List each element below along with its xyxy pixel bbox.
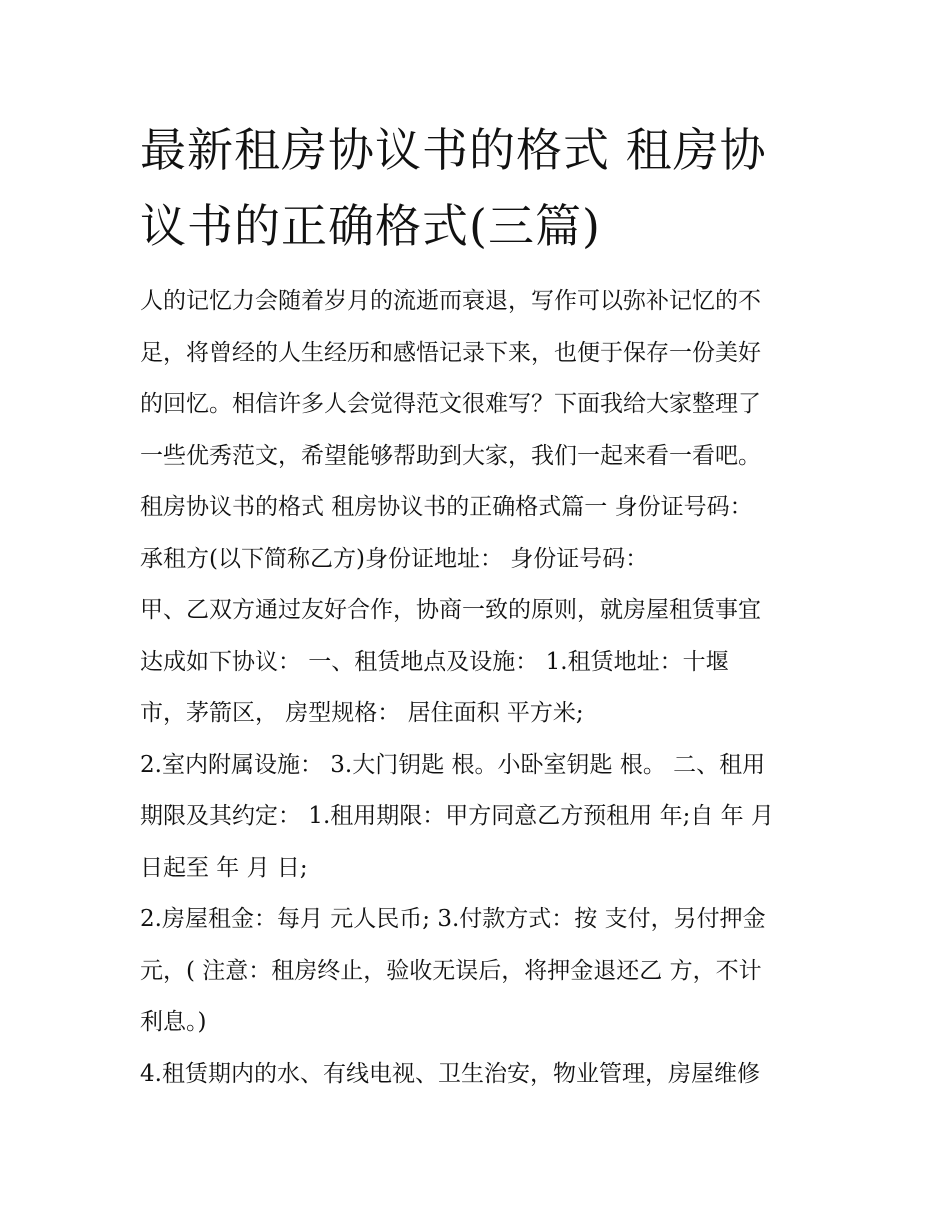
body-line-10: 2.室内附属设施： 3.大门钥匙 根。小卧室钥匙 根。 二、租用 <box>140 751 766 778</box>
body-line-1: 人的记忆力会随着岁月的流逝而衰退，写作可以弥补记忆的不 <box>140 288 761 314</box>
body-line-6: 承租方(以下简称乙方)身份证地址： 身份证号码： <box>140 545 649 572</box>
document-title <box>140 112 820 264</box>
body-line-2: 足，将曾经的人生经历和感悟记录下来，也便于保存一份美好 <box>140 339 761 366</box>
body-line-14: 元，( 注意：租房终止，验收无误后，将押金退还乙 方，不计 <box>140 957 762 984</box>
body-line-12: 日起至 年 月 日; <box>140 854 308 881</box>
body-line-9: 市，茅箭区， 房型规格： 居住面积 平方米; <box>140 700 584 726</box>
body-line-16: 4.租赁期内的水、有线电视、卫生治安，物业管理，房屋维修 <box>140 1060 760 1087</box>
body-line-3: 的回忆。相信许多人会觉得范文很难写？下面我给大家整理了 <box>140 391 761 417</box>
body-line-11: 期限及其约定： 1.租用期限：甲方同意乙方预租用 年;自 年 月 <box>140 803 774 829</box>
title-line-2: 议书的正确格式(三篇) <box>140 199 601 253</box>
title-line-1: 最新租房协议书的格式 租房协 <box>140 123 767 177</box>
body-line-13: 2.房屋租金：每月 元人民币; 3.付款方式：按 支付，另付押金 <box>140 906 766 932</box>
body-line-4: 一些优秀范文，希望能够帮助到大家，我们一起来看一看吧。 <box>140 442 761 469</box>
body-line-7: 甲、乙双方通过友好合作，协商一致的原则，就房屋租赁事宜 <box>140 597 761 623</box>
body-line-5: 租房协议书的格式 租房协议书的正确格式篇一 身份证号码： <box>140 494 753 520</box>
body-line-8: 达成如下协议： 一、租赁地点及设施： 1.租赁地址：十堰 <box>140 648 729 675</box>
body-line-15: 利息。) <box>140 1009 207 1035</box>
document-body <box>140 276 820 1100</box>
